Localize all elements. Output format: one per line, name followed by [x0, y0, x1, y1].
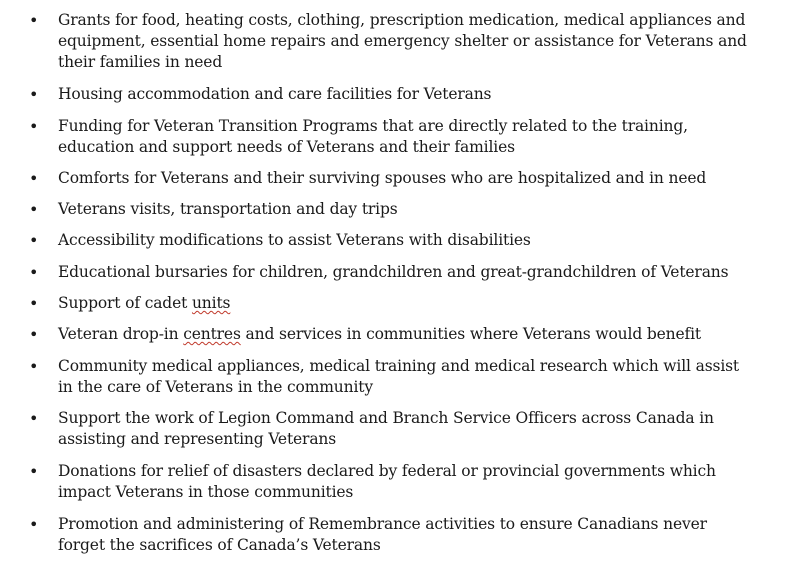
list-item-text: Educational bursaries for children, grandchildren and great-grandchildren of Veterans: [58, 263, 729, 281]
list-item-text: Accessibility modifications to assist Veterans with disabilities: [58, 231, 531, 249]
bullet-marker: •: [29, 325, 39, 344]
spellcheck-flagged-word: centres: [183, 325, 241, 343]
list-item-text: Donations for relief of disasters declared by federal or provincial governments which impact Veterans in those communities: [58, 462, 716, 501]
text-segment: Veteran drop-in: [58, 325, 184, 343]
bullet-marker: •: [29, 462, 39, 481]
list-item-text: Community medical appliances, medical training and medical research which will assist in the care of Veterans in the community: [58, 357, 740, 396]
bullet-marker: •: [29, 169, 39, 188]
text-segment: Support of cadet: [58, 294, 192, 312]
bullet-marker: •: [29, 231, 39, 250]
bullet-marker: •: [29, 357, 39, 376]
list-item-text: Comforts for Veterans and their surviving spouses who are hospitalized and in need: [58, 169, 707, 187]
list-item: [29, 262, 759, 283]
spellcheck-flagged-word: units: [191, 294, 231, 312]
list-item: [29, 199, 759, 220]
list-item: [29, 168, 759, 189]
bullet-marker: •: [29, 200, 39, 219]
list-item: [29, 84, 759, 105]
list-item: [29, 514, 759, 556]
bullet-marker: •: [29, 263, 39, 282]
list-item-text: Funding for Veteran Transition Programs that are directly related to the training, education and support needs of Veterans and their families: [58, 117, 688, 156]
list-item: [29, 230, 759, 251]
list-item-text: [58, 293, 758, 314]
list-item: [29, 356, 759, 398]
list-item: [29, 293, 759, 314]
bullet-marker: •: [29, 294, 39, 313]
list-item: [29, 324, 759, 345]
bullet-marker: •: [29, 117, 39, 136]
list-item-text: Veterans visits, transportation and day trips: [58, 200, 398, 218]
bullet-marker: •: [29, 11, 39, 30]
list-item-text: Grants for food, heating costs, clothing, prescription medication, medical appliances and equipment, essential home repairs and emergency shelter or assistance for Veterans and their families in need: [58, 11, 747, 71]
list-item: [29, 408, 759, 450]
bullet-marker: •: [29, 409, 39, 428]
bullet-marker: •: [29, 85, 39, 104]
list-item-text: Housing accommodation and care facilities for Veterans: [58, 85, 492, 103]
list-item-text: [58, 324, 758, 345]
text-segment: and services in communities where Veterans would benefit: [240, 325, 701, 343]
list-item: [29, 461, 759, 503]
list-item: [29, 116, 759, 158]
bullet-marker: •: [29, 515, 39, 534]
list-item: [29, 10, 759, 73]
list-item-text: Promotion and administering of Remembrance activities to ensure Canadians never forget the sacrifices of Canada’s Veterans: [58, 515, 707, 554]
list-item-text: Support the work of Legion Command and Branch Service Officers across Canada in assisting and representing Veterans: [58, 409, 714, 448]
